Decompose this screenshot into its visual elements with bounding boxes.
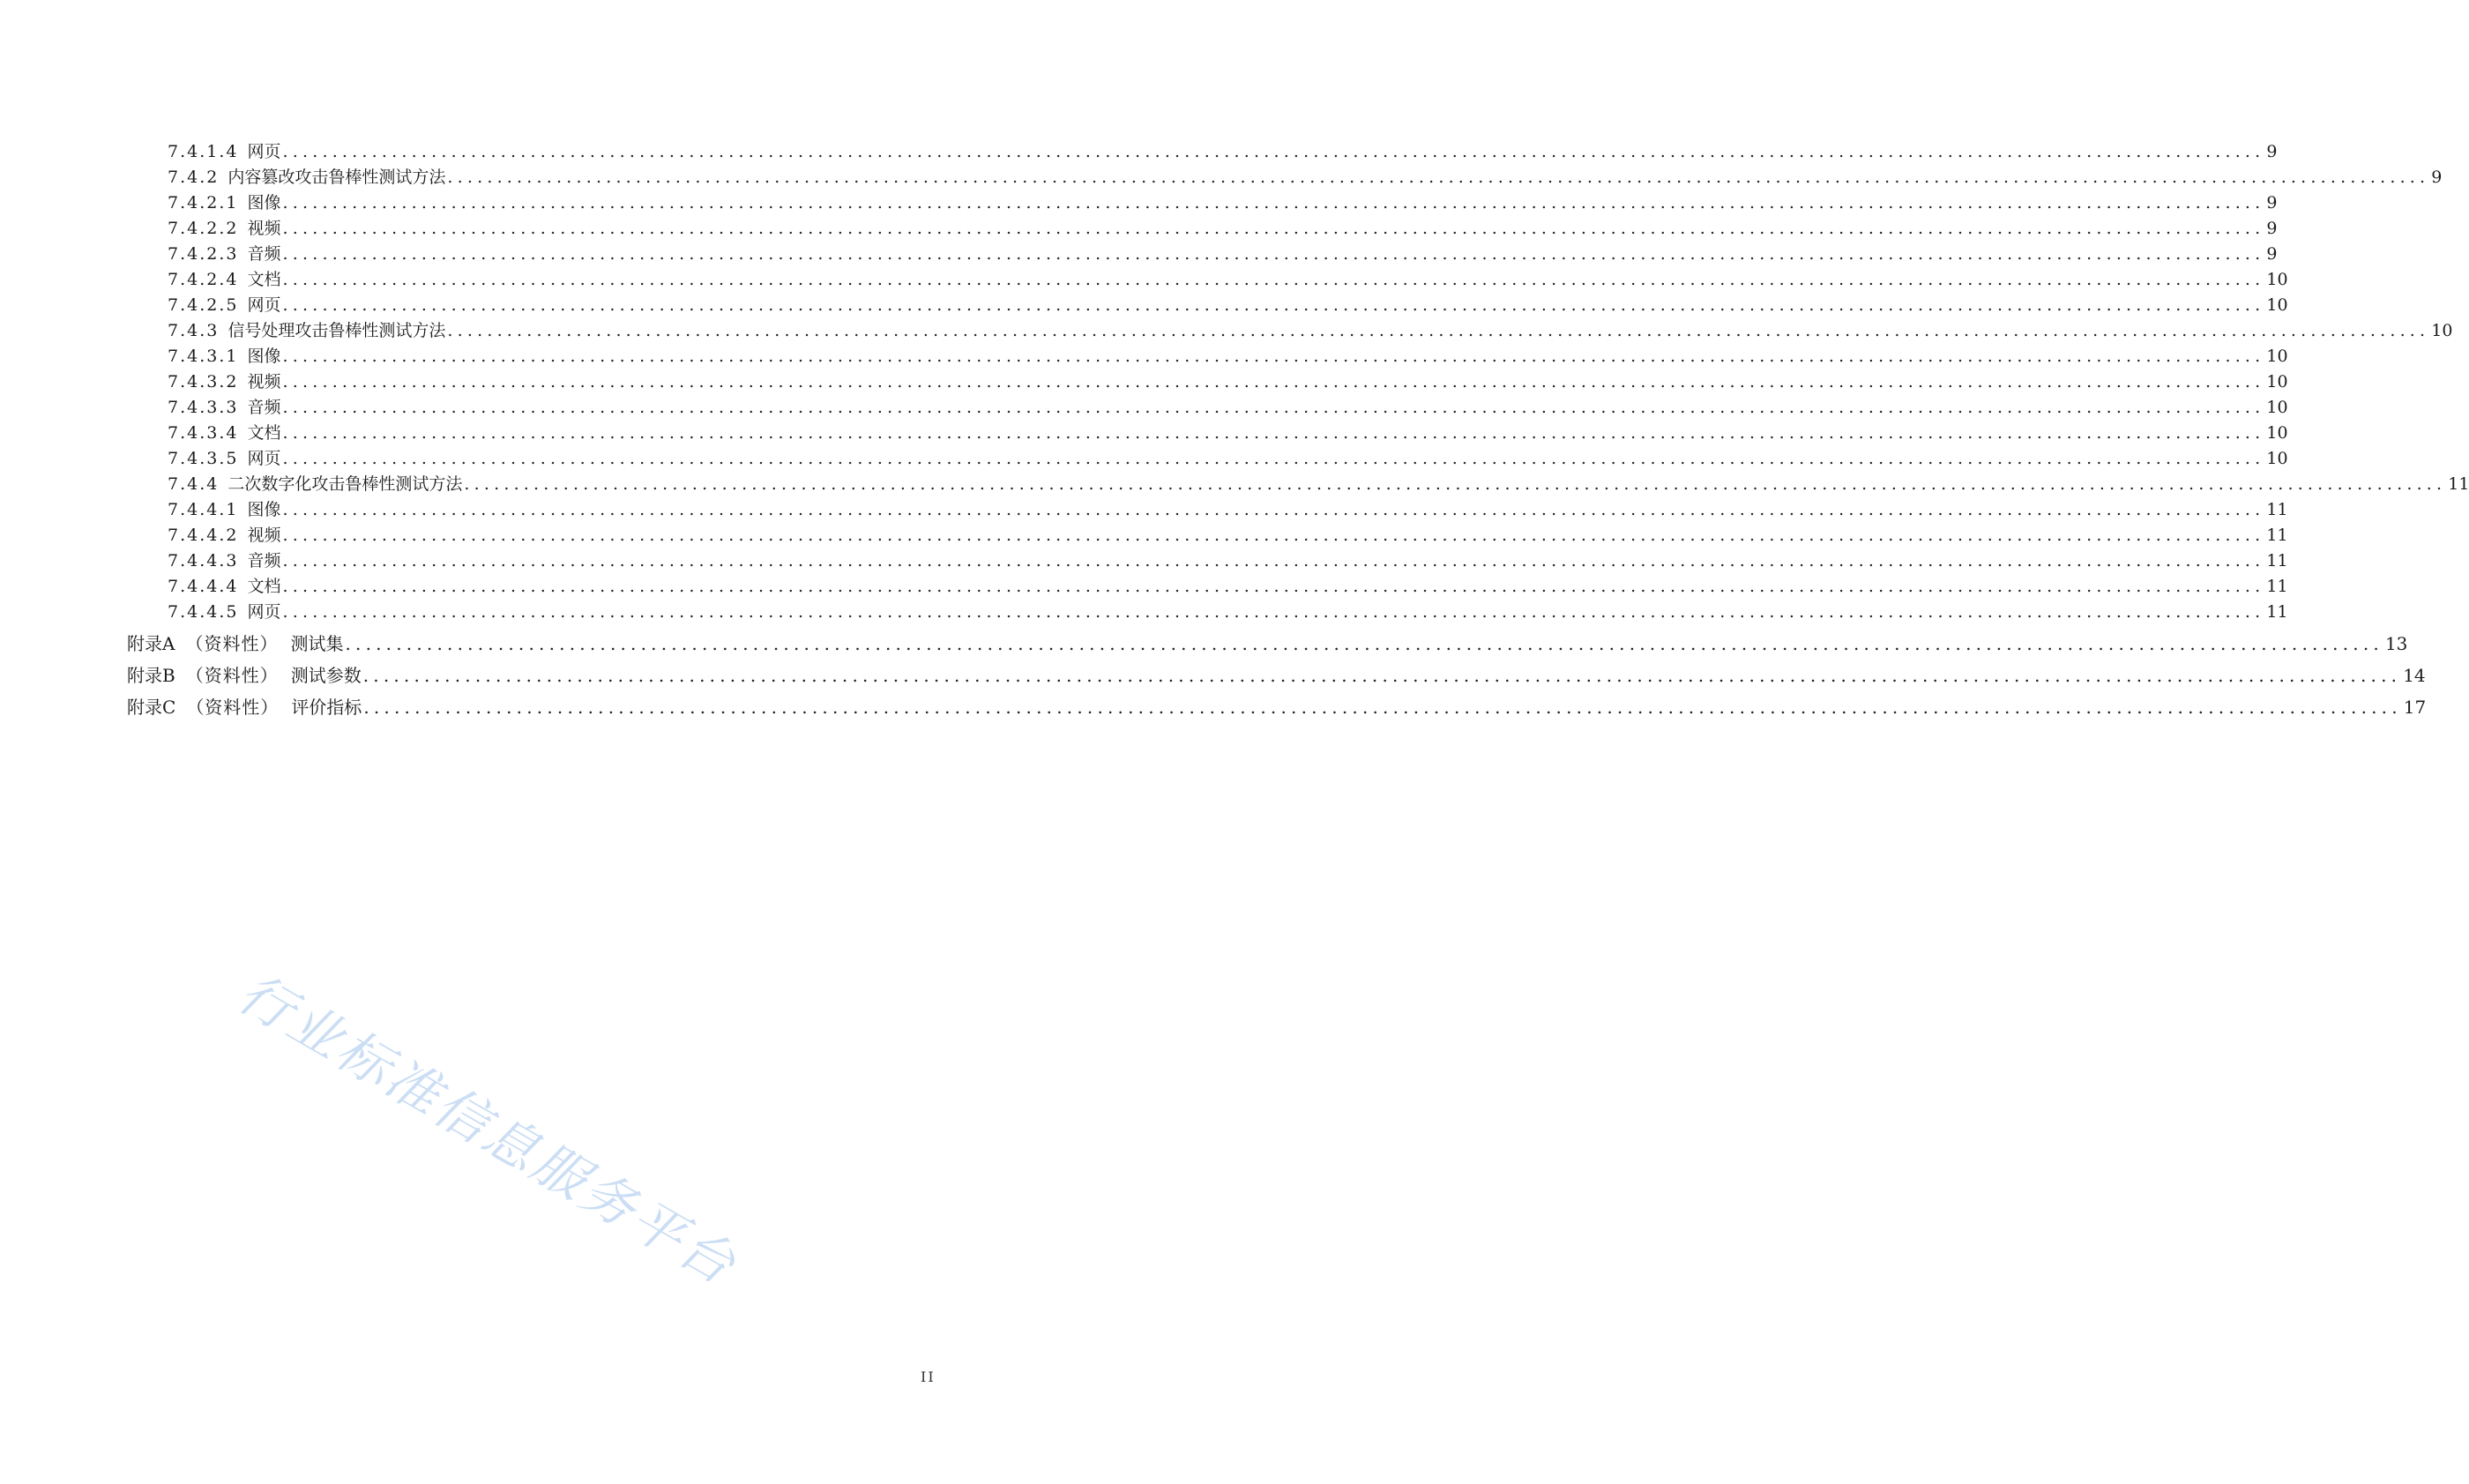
toc-leader-dots: ........................................................................................................................................................................................................ bbox=[282, 398, 2265, 417]
toc-leader-dots: ........................................................................................................................................................................................................ bbox=[282, 295, 2265, 315]
toc-leader-dots: ........................................................................................................................................................................................................ bbox=[282, 244, 2265, 264]
toc-entry[interactable] bbox=[168, 213, 2278, 239]
toc-entry[interactable] bbox=[168, 570, 2288, 597]
toc-entry-number: 7.4.2.2 bbox=[168, 219, 239, 238]
toc-leader-dots: ........................................................................................................................................................................................................ bbox=[282, 372, 2265, 392]
toc-leader-dots: ........................................................................................................................................................................................................ bbox=[363, 697, 2402, 718]
toc-leader-dots: ........................................................................................................................................................................................................ bbox=[282, 577, 2265, 596]
toc-entry-page: 11 bbox=[2266, 500, 2288, 519]
toc-leader-dots: ........................................................................................................................................................................................................ bbox=[282, 142, 2265, 161]
toc-entry-page: 10 bbox=[2266, 347, 2288, 366]
toc-entry-number: 7.4.2.1 bbox=[168, 193, 239, 213]
toc-entry-title: 网页 bbox=[247, 449, 281, 468]
annex-title: 评价指标 bbox=[291, 697, 362, 718]
toc-annex-entry[interactable] bbox=[127, 660, 2426, 686]
toc-leader-dots: ........................................................................................................................................................................................................ bbox=[447, 321, 2430, 340]
toc-entry-title: 视频 bbox=[247, 219, 281, 238]
annex-word-1: 附 bbox=[127, 633, 145, 654]
toc-entry-number: 7.4.4.5 bbox=[168, 602, 239, 622]
toc-entry-number: 7.4.2.3 bbox=[168, 244, 239, 264]
toc-entry-title: 文档 bbox=[247, 270, 281, 289]
annex-letter: A bbox=[162, 633, 175, 654]
toc-entry[interactable] bbox=[168, 340, 2288, 367]
toc-entry-page: 9 bbox=[2266, 142, 2278, 161]
annex-title: 测试集 bbox=[290, 633, 344, 654]
toc-leader-dots: ........................................................................................................................................................................................................ bbox=[282, 449, 2265, 468]
toc-entry[interactable] bbox=[168, 494, 2288, 520]
toc-entry-number: 7.4.2.5 bbox=[168, 295, 239, 315]
toc-entry-title: 内容篡改攻击鲁棒性测试方法 bbox=[228, 168, 446, 187]
annex-type: （资料性） bbox=[186, 697, 280, 718]
toc-entry-number: 7.4.4.1 bbox=[168, 500, 239, 519]
annex-letter: B bbox=[162, 665, 175, 686]
toc-entry-title: 图像 bbox=[247, 347, 281, 366]
toc-entry-page: 10 bbox=[2266, 423, 2288, 443]
toc-entry-page: 9 bbox=[2266, 219, 2278, 238]
toc-entry[interactable] bbox=[168, 289, 2288, 316]
toc-entry-title: 视频 bbox=[247, 526, 281, 545]
toc-entry-page: 10 bbox=[2266, 270, 2288, 289]
toc-entry[interactable] bbox=[168, 238, 2278, 265]
toc-leader-dots: ........................................................................................................................................................................................................ bbox=[282, 219, 2265, 238]
annex-letter: C bbox=[162, 697, 176, 718]
toc-entry-number: 7.4.4.4 bbox=[168, 577, 239, 596]
toc-leader-dots: ........................................................................................................................................................................................................ bbox=[282, 193, 2265, 213]
annex-word-2: 录 bbox=[145, 665, 162, 686]
toc-entry[interactable] bbox=[168, 392, 2288, 418]
page-number: II bbox=[921, 1368, 936, 1385]
toc-entry[interactable] bbox=[168, 443, 2288, 469]
toc-entry-page: 11 bbox=[2266, 602, 2288, 622]
toc-entry-page: 10 bbox=[2431, 321, 2453, 340]
toc-entry-number: 7.4.4 bbox=[168, 474, 220, 494]
toc-entry-number: 7.4.3 bbox=[168, 321, 220, 340]
toc-leader-dots: ........................................................................................................................................................................................................ bbox=[282, 602, 2265, 622]
toc-leader-dots: ........................................................................................................................................................................................................ bbox=[282, 551, 2265, 570]
toc-entry[interactable] bbox=[168, 315, 2453, 341]
toc-entry-title: 信号处理攻击鲁棒性测试方法 bbox=[228, 321, 446, 340]
toc-leader-dots: ........................................................................................................................................................................................................ bbox=[464, 474, 2447, 494]
toc-leader-dots: ........................................................................................................................................................................................................ bbox=[282, 500, 2265, 519]
toc-entry-number: 7.4.3.1 bbox=[168, 347, 239, 366]
toc-leader-dots: ........................................................................................................................................................................................................ bbox=[282, 423, 2265, 443]
toc-entry-page: 11 bbox=[2448, 474, 2469, 494]
toc-entry[interactable] bbox=[168, 468, 2469, 495]
annex-word-2: 录 bbox=[145, 633, 162, 654]
toc-entry-title: 音频 bbox=[247, 244, 281, 264]
watermark: 行业标准信息服务平台 bbox=[228, 962, 748, 1298]
toc-entry-page: 11 bbox=[2266, 526, 2288, 545]
annex-type: （资料性） bbox=[185, 633, 279, 654]
toc-entry-number: 7.4.2 bbox=[168, 168, 220, 187]
toc-entry-page: 10 bbox=[2266, 449, 2288, 468]
toc-leader-dots: ........................................................................................................................................................................................................ bbox=[282, 526, 2265, 545]
toc-leader-dots: ........................................................................................................................................................................................................ bbox=[282, 270, 2265, 289]
toc-entry-title: 音频 bbox=[247, 551, 281, 570]
toc-entry[interactable] bbox=[168, 161, 2443, 188]
toc-entry[interactable] bbox=[168, 545, 2288, 571]
toc-entry-page: 9 bbox=[2431, 168, 2443, 187]
toc-entry[interactable] bbox=[168, 417, 2288, 444]
toc-entry-page: 11 bbox=[2266, 551, 2288, 570]
toc-entry-title: 网页 bbox=[247, 295, 281, 315]
toc-entry-title: 图像 bbox=[247, 193, 281, 213]
annex-page: 14 bbox=[2403, 665, 2426, 686]
annex-word-1: 附 bbox=[127, 665, 145, 686]
toc-leader-dots: ........................................................................................................................................................................................................ bbox=[345, 633, 2383, 654]
toc-entry[interactable] bbox=[168, 596, 2288, 623]
toc-leader-dots: ........................................................................................................................................................................................................ bbox=[447, 168, 2430, 187]
toc-entry-page: 11 bbox=[2266, 577, 2288, 596]
toc-annex-entry[interactable] bbox=[127, 691, 2427, 718]
toc-entry-page: 10 bbox=[2266, 295, 2288, 315]
toc-entry-title: 二次数字化攻击鲁棒性测试方法 bbox=[228, 474, 463, 494]
annex-title: 测试参数 bbox=[290, 665, 362, 686]
toc-leader-dots: ........................................................................................................................................................................................................ bbox=[362, 665, 2402, 686]
toc-entry[interactable] bbox=[168, 136, 2278, 162]
annex-word-1: 附 bbox=[127, 697, 145, 718]
toc-entry-title: 音频 bbox=[247, 398, 281, 417]
toc-entry-number: 7.4.2.4 bbox=[168, 270, 239, 289]
toc-entry-title: 文档 bbox=[247, 423, 281, 443]
annex-word-2: 录 bbox=[145, 697, 162, 718]
toc-entry-number: 7.4.3.5 bbox=[168, 449, 239, 468]
toc-entry-title: 文档 bbox=[247, 577, 281, 596]
toc-entry-title: 网页 bbox=[247, 602, 281, 622]
toc-entry[interactable] bbox=[168, 187, 2278, 213]
toc-entry[interactable] bbox=[168, 519, 2288, 546]
toc-entry[interactable] bbox=[168, 366, 2288, 392]
toc-entry-page: 9 bbox=[2266, 244, 2278, 264]
annex-type: （资料性） bbox=[185, 665, 279, 686]
annex-page: 13 bbox=[2384, 633, 2408, 654]
toc-entry-number: 7.4.4.3 bbox=[168, 551, 239, 570]
toc-entry-page: 10 bbox=[2266, 372, 2288, 392]
toc-entry-number: 7.4.4.2 bbox=[168, 526, 239, 545]
toc-entry-title: 视频 bbox=[247, 372, 281, 392]
toc-entry-page: 10 bbox=[2266, 398, 2288, 417]
toc-entry-number: 7.4.1.4 bbox=[168, 142, 239, 161]
toc-entry-number: 7.4.3.2 bbox=[168, 372, 239, 392]
toc-entry-title: 网页 bbox=[247, 142, 281, 161]
toc-entry-page: 9 bbox=[2266, 193, 2278, 213]
toc-leader-dots: ........................................................................................................................................................................................................ bbox=[282, 347, 2265, 366]
toc-entry-number: 7.4.3.3 bbox=[168, 398, 239, 417]
annex-page: 17 bbox=[2403, 697, 2427, 718]
toc-entry-title: 图像 bbox=[247, 500, 281, 519]
toc-entry-number: 7.4.3.4 bbox=[168, 423, 239, 443]
toc-entry[interactable] bbox=[168, 264, 2288, 290]
toc-annex-entry[interactable] bbox=[127, 628, 2408, 654]
